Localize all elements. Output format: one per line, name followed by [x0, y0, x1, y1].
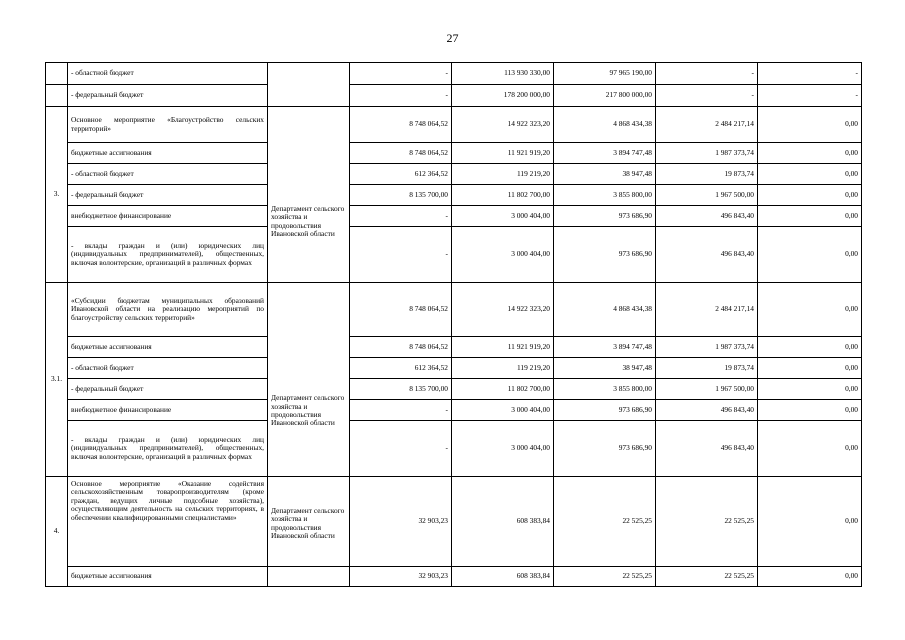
value-cell-year5: 0,00	[758, 567, 862, 587]
value-cell-year1: -	[350, 85, 452, 107]
value-cell-year2: 11 802 700,00	[452, 379, 554, 400]
department-cell	[268, 283, 350, 477]
value-cell-year4: 1 987 373,74	[656, 337, 758, 358]
item-name-cell: - федеральный бюджет	[68, 379, 268, 400]
value-cell-year2: 14 922 323,20	[452, 107, 554, 143]
item-name-cell: - федеральный бюджет	[68, 185, 268, 206]
item-name-cell: Основное мероприятие «Благоустройство сельских территорий»	[68, 107, 268, 143]
item-name-cell: бюджетные ассигнования	[68, 143, 268, 164]
item-name-cell: бюджетные ассигнования	[68, 337, 268, 358]
value-cell-year2: 11 921 919,20	[452, 337, 554, 358]
table-row	[46, 63, 862, 85]
table-row	[46, 227, 862, 283]
value-cell-year3: 973 686,90	[554, 227, 656, 283]
value-cell-year1: -	[350, 206, 452, 227]
value-cell-year2: 3 000 404,00	[452, 227, 554, 283]
value-cell-year2: 119 219,20	[452, 358, 554, 379]
row-number-cell: 3.	[46, 107, 68, 283]
value-cell-year4: 496 843,40	[656, 421, 758, 477]
value-cell-year2: 119 219,20	[452, 164, 554, 185]
table-row	[46, 421, 862, 477]
value-cell-year4: 496 843,40	[656, 400, 758, 421]
value-cell-year5: 0,00	[758, 379, 862, 400]
value-cell-year3: 97 965 190,00	[554, 63, 656, 85]
value-cell-year5: 0,00	[758, 185, 862, 206]
value-cell-year2: 608 383,84	[452, 567, 554, 587]
department-cell	[268, 63, 350, 107]
table-row	[46, 85, 862, 107]
budget-table	[45, 62, 862, 587]
value-cell-year3: 973 686,90	[554, 400, 656, 421]
page-number: 27	[446, 31, 459, 45]
value-cell-year4: -	[656, 63, 758, 85]
department-name: Департамент сельского хозяйства и продовольствия Ивановской области	[271, 203, 345, 238]
table-row	[46, 143, 862, 164]
value-cell-year3: 3 894 747,48	[554, 337, 656, 358]
department-name: Департамент сельского хозяйства и продовольствия Ивановской области	[271, 505, 345, 540]
value-cell-year5: 0,00	[758, 143, 862, 164]
item-name-cell: бюджетные ассигнования	[68, 567, 268, 587]
value-cell-year4: 2 484 217,14	[656, 107, 758, 143]
table-row	[46, 206, 862, 227]
value-cell-year5: 0,00	[758, 107, 862, 143]
value-cell-year5: 0,00	[758, 421, 862, 477]
value-cell-year2: 3 000 404,00	[452, 421, 554, 477]
value-cell-year2: 11 921 919,20	[452, 143, 554, 164]
table-row	[46, 400, 862, 421]
item-name-cell: - областной бюджет	[68, 63, 268, 85]
table-row	[46, 185, 862, 206]
row-number-cell: 3.1.	[46, 283, 68, 477]
item-name-cell: - вклады граждан и (или) юридических лиц (индивидуальных предпринимателей), общественных, включая волонтерские, организаций в различных формах	[68, 227, 268, 283]
value-cell-year2: 3 000 404,00	[452, 400, 554, 421]
value-cell-year3: 4 868 434,38	[554, 107, 656, 143]
value-cell-year4: 19 873,74	[656, 358, 758, 379]
item-name-cell: Основное мероприятие «Оказание содействия сельскохозяйственным товаропроизводителям (кроме граждан, ведущих личные подсобные хозяйства), осуществляющим деятельность на сельских территориях, в обеспечении квалифицированными специалистами»	[68, 477, 268, 567]
table-row	[46, 337, 862, 358]
department-name: Департамент сельского хозяйства и продовольствия Ивановской области	[271, 393, 345, 428]
item-name-cell: - федеральный бюджет	[68, 85, 268, 107]
value-cell-year1: 8 135 700,00	[350, 185, 452, 206]
value-cell-year3: 973 686,90	[554, 421, 656, 477]
item-name-cell: внебюджетное финансирование	[68, 400, 268, 421]
value-cell-year4: 1 987 373,74	[656, 143, 758, 164]
item-name-cell: - областной бюджет	[68, 358, 268, 379]
value-cell-year4: 1 967 500,00	[656, 379, 758, 400]
value-cell-year2: 113 930 330,00	[452, 63, 554, 85]
value-cell-year3: 3 855 800,00	[554, 185, 656, 206]
value-cell-year1: 612 364,52	[350, 164, 452, 185]
value-cell-year3: 22 525,25	[554, 567, 656, 587]
value-cell-year4: 22 525,25	[656, 477, 758, 567]
value-cell-year1: -	[350, 63, 452, 85]
table-row	[46, 567, 862, 587]
value-cell-year2: 11 802 700,00	[452, 185, 554, 206]
value-cell-year1: 612 364,52	[350, 358, 452, 379]
table-row	[46, 477, 862, 567]
value-cell-year5: -	[758, 63, 862, 85]
value-cell-year1: 8 135 700,00	[350, 379, 452, 400]
item-name-cell: - вклады граждан и (или) юридических лиц (индивидуальных предпринимателей), общественных, включая волонтерские, организаций в различных формах	[68, 421, 268, 477]
value-cell-year1: 8 748 064,52	[350, 283, 452, 337]
value-cell-year2: 608 383,84	[452, 477, 554, 567]
department-cell	[268, 477, 350, 567]
value-cell-year4: 496 843,40	[656, 227, 758, 283]
item-name-cell: «Субсидии бюджетам муниципальных образований Ивановской области на реализацию мероприятий по благоустройству сельских территорий»	[68, 283, 268, 337]
value-cell-year5: 0,00	[758, 400, 862, 421]
value-cell-year1: 8 748 064,52	[350, 337, 452, 358]
value-cell-year2: 14 922 323,20	[452, 283, 554, 337]
value-cell-year5: 0,00	[758, 227, 862, 283]
value-cell-year3: 38 947,48	[554, 358, 656, 379]
value-cell-year1: -	[350, 421, 452, 477]
row-number-cell	[46, 85, 68, 107]
value-cell-year2: 3 000 404,00	[452, 206, 554, 227]
value-cell-year3: 22 525,25	[554, 477, 656, 567]
value-cell-year5: 0,00	[758, 358, 862, 379]
value-cell-year3: 38 947,48	[554, 164, 656, 185]
value-cell-year5: -	[758, 85, 862, 107]
item-name-cell: внебюджетное финансирование	[68, 206, 268, 227]
table-row	[46, 107, 862, 143]
table-row	[46, 283, 862, 337]
value-cell-year1: 32 903,23	[350, 567, 452, 587]
value-cell-year1: -	[350, 400, 452, 421]
value-cell-year3: 217 800 000,00	[554, 85, 656, 107]
value-cell-year5: 0,00	[758, 206, 862, 227]
value-cell-year4: -	[656, 85, 758, 107]
table-row	[46, 164, 862, 185]
row-number-cell: 4.	[46, 477, 68, 587]
value-cell-year4: 19 873,74	[656, 164, 758, 185]
value-cell-year4: 2 484 217,14	[656, 283, 758, 337]
value-cell-year4: 22 525,25	[656, 567, 758, 587]
value-cell-year5: 0,00	[758, 283, 862, 337]
value-cell-year3: 3 855 800,00	[554, 379, 656, 400]
table-row	[46, 379, 862, 400]
row-number-cell	[46, 63, 68, 85]
department-cell	[268, 567, 350, 587]
value-cell-year3: 973 686,90	[554, 206, 656, 227]
value-cell-year2: 178 200 000,00	[452, 85, 554, 107]
value-cell-year3: 4 868 434,38	[554, 283, 656, 337]
value-cell-year5: 0,00	[758, 477, 862, 567]
value-cell-year1: 32 903,23	[350, 477, 452, 567]
value-cell-year5: 0,00	[758, 164, 862, 185]
value-cell-year4: 496 843,40	[656, 206, 758, 227]
item-name-cell: - областной бюджет	[68, 164, 268, 185]
value-cell-year3: 3 894 747,48	[554, 143, 656, 164]
value-cell-year5: 0,00	[758, 337, 862, 358]
value-cell-year1: 8 748 064,52	[350, 143, 452, 164]
department-cell	[268, 107, 350, 283]
value-cell-year1: 8 748 064,52	[350, 107, 452, 143]
value-cell-year4: 1 967 500,00	[656, 185, 758, 206]
value-cell-year1: -	[350, 227, 452, 283]
table-row	[46, 358, 862, 379]
